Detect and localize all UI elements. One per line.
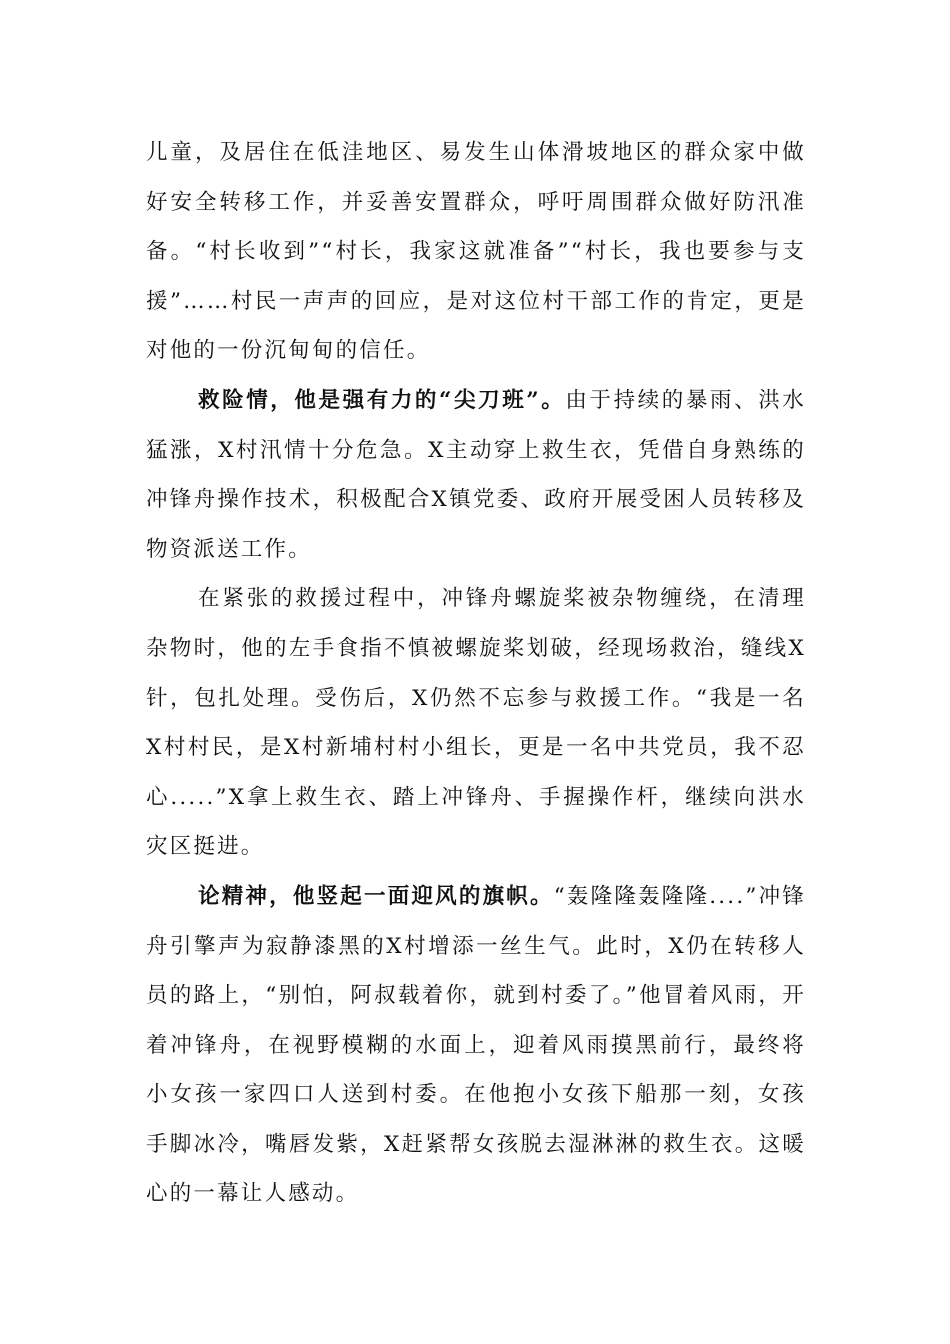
paragraph-rescue — [146, 376, 806, 574]
paragraph-injury — [146, 574, 806, 872]
paragraph-text: 在紧张的救援过程中，冲锋舟螺旋桨被杂物缠绕，在清理杂物时，他的左手食指不慎被螺旋桨划破，经现场救治，缝线X针，包扎处理。受伤后，X仍然不忘参与救援工作。“我是一名X村村民，是X村新埔村村小组长，更是一名中共党员，我不忍心.....”X拿上救生衣、踏上冲锋舟、手握操作杆，继续向洪水灾区挺进。 — [146, 586, 806, 860]
paragraph-text: 儿童，及居住在低洼地区、易发生山体滑坡地区的群众家中做好安全转移工作，并妥善安置群众，呼吁周围群众做好防汛准备。“村长收到”“村长，我家这就准备”“村长，我也要参与支援”……村民一声声的回应，是对这位村干部工作的肯定，更是对他的一份沉甸甸的信任。 — [146, 140, 806, 364]
document-page — [146, 128, 806, 1219]
paragraph-text: “轰隆隆轰隆隆....”冲锋舟引擎声为寂静漆黑的X村增添一丝生气。此时，X仍在转移人员的路上，“别怕，阿叔载着你，就到村委了。”他冒着风雨，开着冲锋舟，在视野模糊的水面上，迎着风雨摸黑前行，最终将小女孩一家四口人送到村委。在他抱小女孩下船那一刻，女孩手脚冰冷，嘴唇发紫，X赶紧帮女孩脱去湿淋淋的救生衣。这暖心的一幕让人感动。 — [146, 883, 806, 1207]
paragraph-continuation — [146, 128, 806, 376]
paragraph-spirit — [146, 872, 806, 1219]
paragraph-lead: 救险情，他是强有力的“尖刀班”。 — [198, 387, 566, 413]
paragraph-text: 由于持续的暴雨、洪水猛涨，X村汛情十分危急。X主动穿上救生衣，凭借自身熟练的冲锋舟操作技术，积极配合X镇党委、政府开展受困人员转移及物资派送工作。 — [146, 387, 806, 562]
paragraph-lead: 论精神，他竖起一面迎风的旗帜。 — [198, 883, 554, 909]
